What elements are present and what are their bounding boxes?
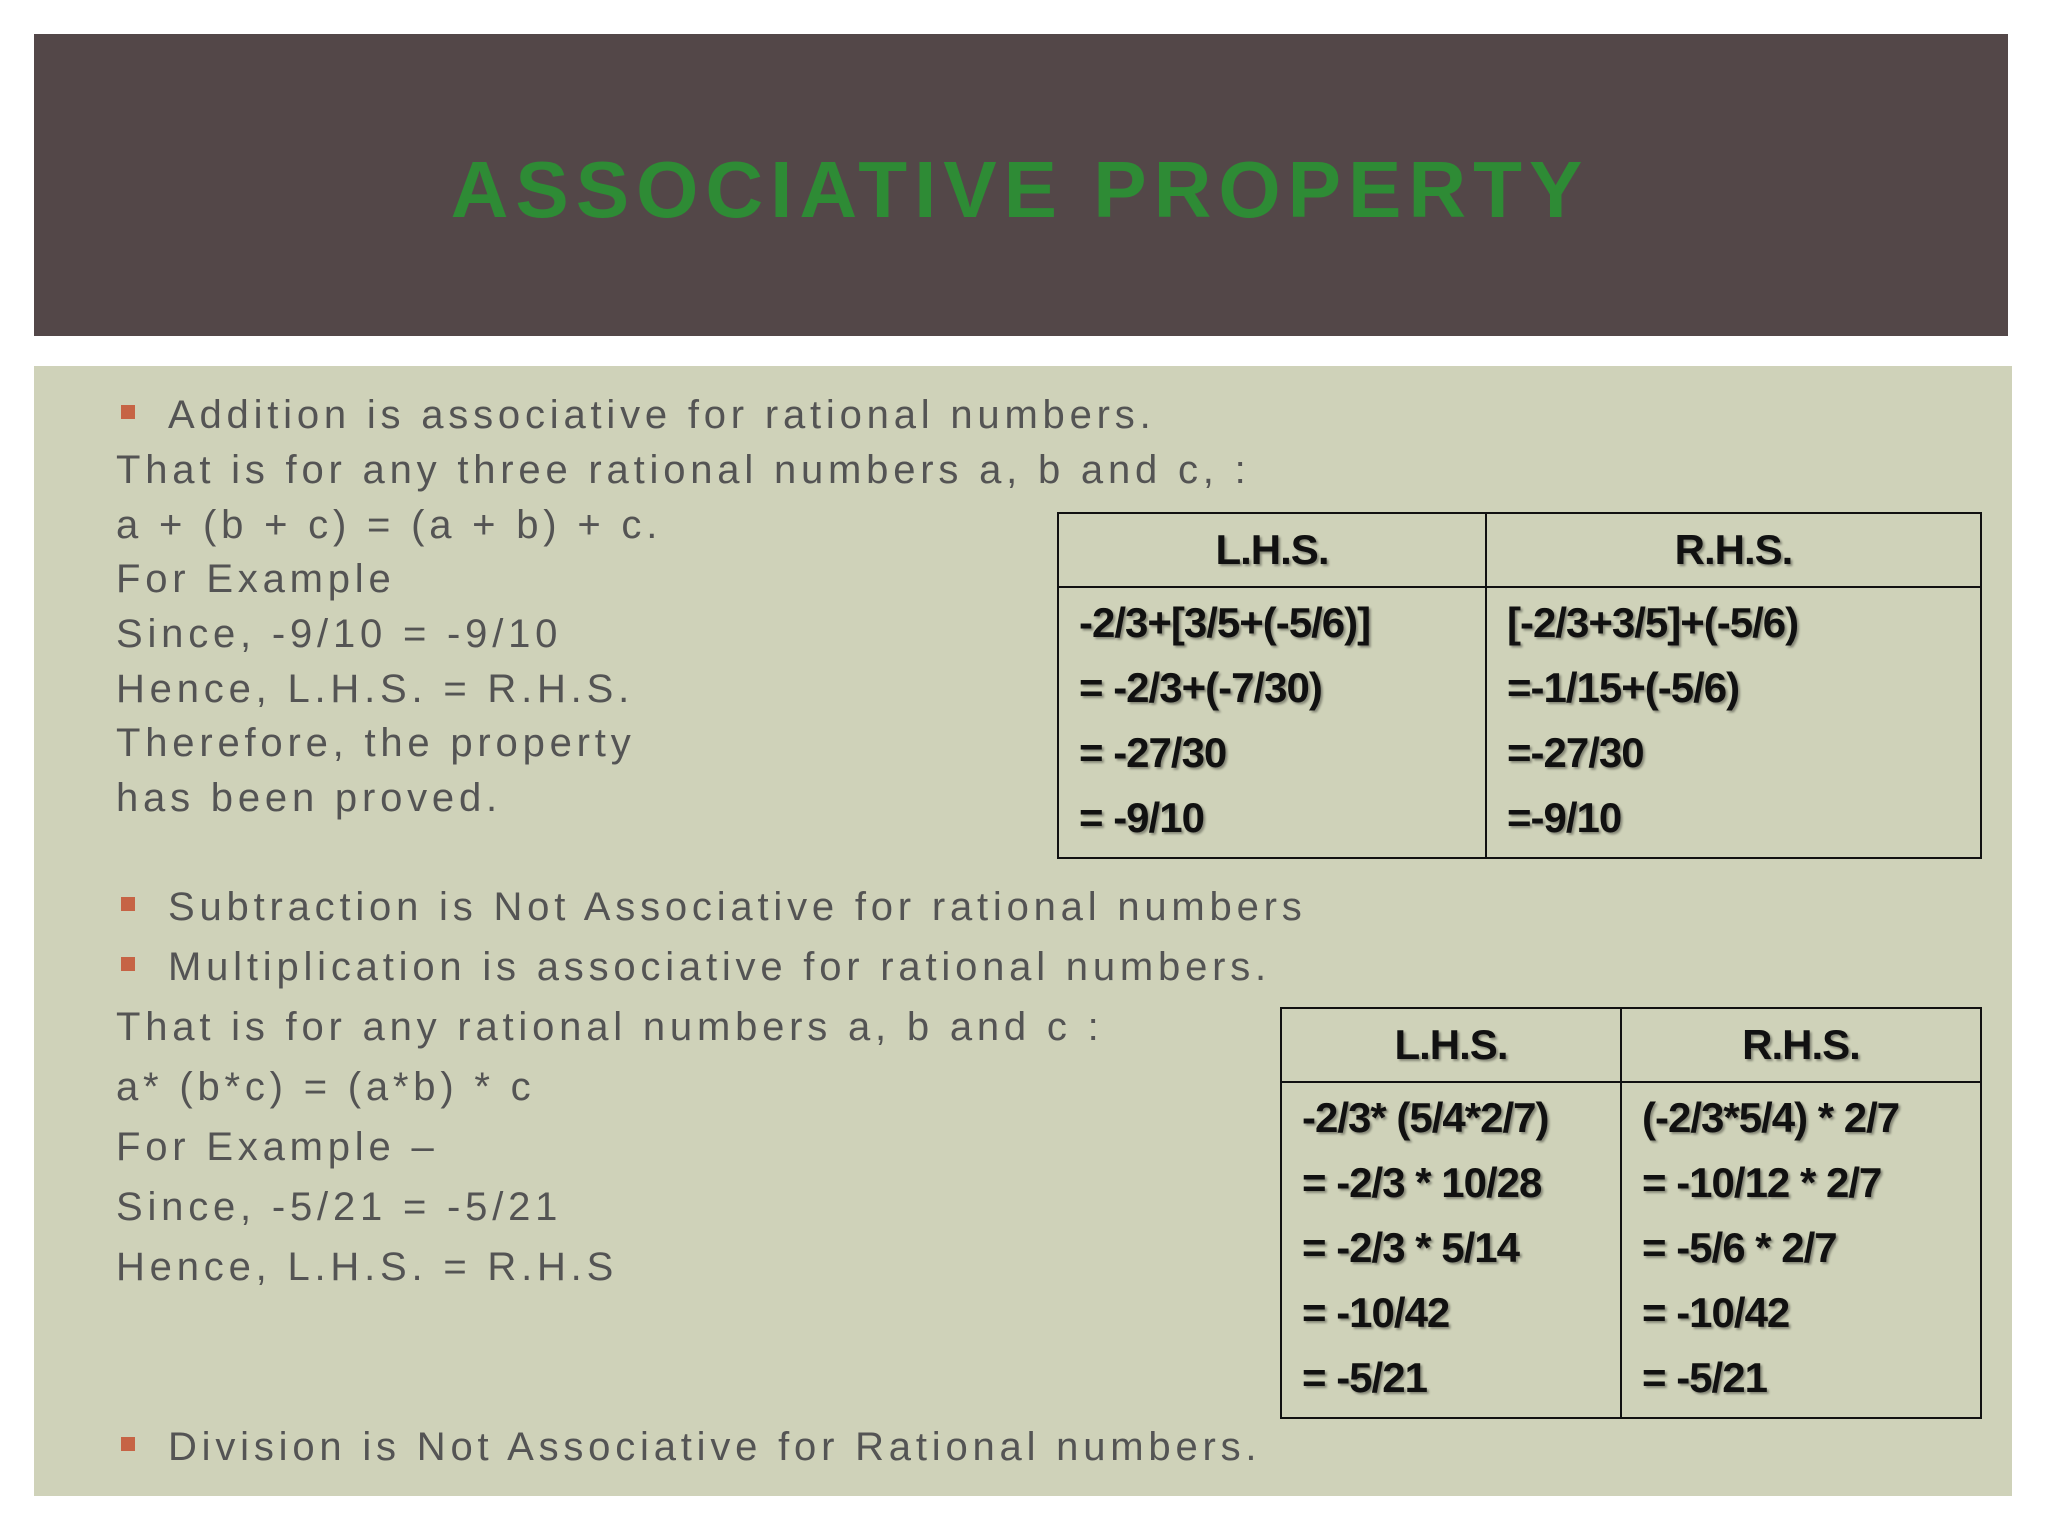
bullet-marker bbox=[121, 897, 135, 911]
addition-since: Since, -9/10 = -9/10 bbox=[116, 612, 563, 656]
rhs-step: (-2/3*5/4) * 2/7 bbox=[1642, 1094, 1900, 1141]
lhs-step: = -2/3+(-7/30) bbox=[1079, 664, 1322, 711]
addition-proved: has been proved. bbox=[116, 776, 502, 820]
subtraction-bullet-text: Subtraction is Not Associative for rational numbers bbox=[168, 885, 1307, 929]
multiplication-example-label: For Example – bbox=[116, 1125, 439, 1169]
addition-table bbox=[1057, 512, 1982, 859]
lhs-step: -2/3* (5/4*2/7) bbox=[1302, 1094, 1549, 1141]
addition-bullet-text: Addition is associative for rational numbers. bbox=[168, 393, 1156, 437]
lhs-step: = -10/42 bbox=[1302, 1289, 1450, 1336]
lhs-column bbox=[1058, 587, 1486, 858]
bullet-marker bbox=[121, 1437, 135, 1451]
addition-hence: Hence, L.H.S. = R.H.S. bbox=[116, 667, 634, 711]
table-header-lhs: L.H.S. bbox=[1281, 1008, 1621, 1082]
lhs-step: = -9/10 bbox=[1079, 794, 1204, 841]
multiplication-table bbox=[1280, 1007, 1982, 1419]
rhs-step: =-9/10 bbox=[1507, 794, 1622, 841]
multiplication-since: Since, -5/21 = -5/21 bbox=[116, 1185, 563, 1229]
bullet-marker bbox=[121, 405, 135, 419]
table-header-rhs: R.H.S. bbox=[1486, 513, 1981, 587]
lhs-step: -2/3+[3/5+(-5/6)] bbox=[1079, 599, 1371, 646]
multiplication-formula: a* (b*c) = (a*b) * c bbox=[116, 1065, 536, 1109]
multiplication-definition: That is for any rational numbers a, b and c : bbox=[116, 1005, 1104, 1049]
addition-formula: a + (b + c) = (a + b) + c. bbox=[116, 503, 663, 547]
multiplication-bullet-text: Multiplication is associative for rational numbers. bbox=[168, 945, 1271, 989]
lhs-step: = -2/3 * 5/14 bbox=[1302, 1224, 1519, 1271]
lhs-step: = -5/21 bbox=[1302, 1354, 1427, 1401]
slide-title: ASSOCIATIVE PROPERTY bbox=[450, 145, 1590, 234]
table-header-rhs: R.H.S. bbox=[1621, 1008, 1981, 1082]
lhs-step: = -27/30 bbox=[1079, 729, 1227, 776]
rhs-step: = -10/42 bbox=[1642, 1289, 1790, 1336]
rhs-column bbox=[1486, 587, 1981, 858]
lhs-step: = -2/3 * 10/28 bbox=[1302, 1159, 1542, 1206]
rhs-step: =-27/30 bbox=[1507, 729, 1644, 776]
addition-therefore: Therefore, the property bbox=[116, 721, 636, 765]
rhs-step: =-1/15+(-5/6) bbox=[1507, 664, 1740, 711]
addition-example-label: For Example bbox=[116, 557, 396, 601]
rhs-column bbox=[1621, 1082, 1981, 1418]
table-header-lhs: L.H.S. bbox=[1058, 513, 1486, 587]
rhs-step: = -5/6 * 2/7 bbox=[1642, 1224, 1837, 1271]
division-bullet-text: Division is Not Associative for Rational numbers. bbox=[168, 1425, 1262, 1469]
rhs-step: = -5/21 bbox=[1642, 1354, 1767, 1401]
addition-definition: That is for any three rational numbers a, b and c, : bbox=[116, 448, 1251, 492]
rhs-step: = -10/12 * 2/7 bbox=[1642, 1159, 1882, 1206]
multiplication-hence: Hence, L.H.S. = R.H.S bbox=[116, 1245, 619, 1289]
bullet-marker bbox=[121, 957, 135, 971]
rhs-step: [-2/3+3/5]+(-5/6) bbox=[1507, 599, 1799, 646]
lhs-column bbox=[1281, 1082, 1621, 1418]
